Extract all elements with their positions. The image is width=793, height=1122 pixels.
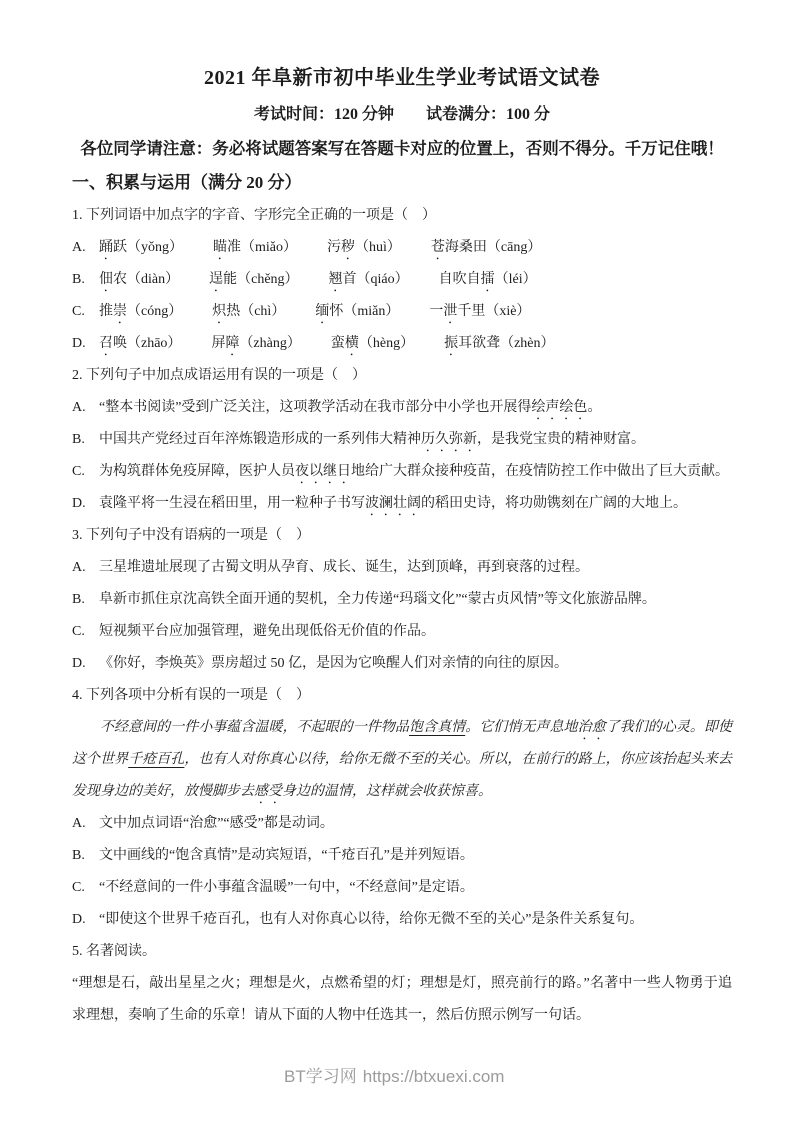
q2-option-b — [72, 424, 732, 456]
q4-option-d — [72, 904, 732, 936]
option-label: A. — [72, 816, 86, 831]
option-label: D. — [72, 656, 86, 671]
option-text: 短视频平台应加强管理，避免出现低俗无价值的作品。 — [99, 624, 435, 639]
q5-passage: “理想是石，敲出星星之火；理想是火，点燃希望的灯；理想是灯，照亮前行的路。”名著中一些人物勇于追求理想，奏响了生命的乐章！请从下面的人物中任选其一，然后仿照示例写一句话。 — [72, 976, 732, 1023]
q1-option-b-items — [99, 264, 732, 296]
page-title: 2021 年阜新市初中毕业生学业考试语文试卷 — [204, 67, 600, 89]
q5-stem: 5. 名著阅读。 — [72, 944, 156, 959]
q4-option-a — [72, 808, 732, 840]
q1-word-item: 推崇（cóng） — [99, 304, 183, 319]
q1-option-a — [72, 232, 732, 264]
option-text: 三星堆遗址展现了古蜀文明从孕育、成长、诞生，达到顶峰，再到衰落的过程。 — [99, 560, 589, 575]
option-text: “整本书阅读”受到广泛关注，这项教学活动在我市部分中小学也开展得绘声绘色。 — [99, 400, 602, 415]
option-label: B. — [72, 848, 85, 863]
q1-option-b — [72, 264, 732, 296]
q4-option-b — [72, 840, 732, 872]
option-label: A. — [72, 560, 86, 575]
footer-site-name: BT学习网 — [284, 1067, 357, 1086]
q1-word-item: 苍海桑田（cāng） — [430, 240, 542, 255]
option-text: 《你好，李焕英》票房超过 50 亿，是因为它唤醒人们对亲情的向往的原因。 — [99, 656, 568, 671]
q2-option-c — [72, 456, 732, 488]
q1-word-item: 炽热（chì） — [212, 304, 286, 319]
option-label: C. — [72, 624, 85, 639]
q1-word-item: 屏障（zhàng） — [211, 336, 301, 351]
q1-option-a-items — [99, 232, 732, 264]
q2-option-a — [72, 392, 732, 424]
option-text: “即使这个世界千疮百孔，也有人对你真心以待，给你无微不至的关心”是条件关系复句。 — [99, 912, 644, 927]
q2-stem: 2. 下列句子中加点成语运用有误的一项是（ ） — [72, 368, 366, 383]
option-text: 文中加点词语“治愈”“感受”都是动词。 — [99, 816, 334, 831]
option-label: C. — [72, 304, 85, 319]
footer-url: https://btxuexi.com — [362, 1067, 505, 1086]
exam-info: 考试时间：120 分钟 试卷满分：100 分 — [253, 106, 550, 123]
q1-word-item: 佃农（diàn） — [99, 272, 180, 287]
option-text: 袁隆平将一生浸在稻田里，用一粒种子书写波澜壮阔的稻田史诗，将功勋镌刻在广阔的大地上。 — [99, 496, 687, 511]
exam-notice: 各位同学请注意：务必将试题答案写在答题卡对应的位置上，否则不得分。千万记住哦！ — [80, 139, 724, 158]
option-label: B. — [72, 592, 85, 607]
q3-option-c — [72, 616, 732, 648]
footer-watermark — [284, 1062, 504, 1087]
q1-word-item: 逞能（chěng） — [209, 272, 299, 287]
q1-option-d-items — [99, 328, 732, 360]
option-label: A. — [72, 400, 86, 415]
q4-stem: 4. 下列各项中分析有误的一项是（ ） — [72, 688, 310, 703]
option-label: C. — [72, 880, 85, 895]
section-heading: 一、积累与运用（满分 20 分） — [72, 173, 302, 192]
option-label: D. — [72, 912, 86, 927]
q1-word-item: 缅怀（miǎn） — [315, 304, 400, 319]
q4-option-c — [72, 872, 732, 904]
option-text: 为构筑群体免疫屏障，医护人员夜以继日地给广大群众接种疫苗，在疫情防控工作中做出了巨大贡献。 — [99, 464, 729, 479]
q1-option-d — [72, 328, 732, 360]
option-text: 中国共产党经过百年淬炼锻造形成的一系列伟大精神历久弥新，是我党宝贵的精神财富。 — [99, 432, 645, 447]
q3-stem: 3. 下列句子中没有语病的一项是（ ） — [72, 528, 310, 543]
q1-word-item: 召唤（zhāo） — [99, 336, 182, 351]
q1-word-item: 踊跃（yǒng） — [99, 240, 183, 255]
q3-option-d — [72, 648, 732, 680]
q4-passage: 不经意间的一件小事蕴含温暖，不起眼的一件物品饱含真情。它们悄无声息地治愈了我们的心灵。即使这个世界千疮百孔，也有人对你真心以待，给你无微不至的关心。所以，在前行的路上，你应该抬起头来去发现身边的美好，放慢脚步去感受身边的温情，这样就会收获惊喜。 — [72, 720, 733, 799]
option-label: B. — [72, 432, 85, 447]
q1-word-item: 振耳欲聋（zhèn） — [444, 336, 555, 351]
option-text: 文中画线的“饱含真情”是动宾短语，“千疮百孔”是并列短语。 — [99, 848, 474, 863]
q1-word-item: 瞄准（miǎo） — [213, 240, 297, 255]
q1-word-item: 一泄千里（xiè） — [429, 304, 531, 319]
q1-option-c — [72, 296, 732, 328]
q3-option-b — [72, 584, 732, 616]
q1-word-item: 污秽（huì） — [327, 240, 401, 255]
q1-word-item: 蛮横（hèng） — [330, 336, 415, 351]
q1-option-c-items — [99, 296, 732, 328]
q2-option-d — [72, 488, 732, 520]
option-label: D. — [72, 496, 86, 511]
option-text: “不经意间的一件小事蕴含温暖”一句中，“不经意间”是定语。 — [99, 880, 474, 895]
option-label: C. — [72, 464, 85, 479]
option-text: 阜新市抓住京沈高铁全面开通的契机，全力传递“玛瑙文化”“蒙古贞风情”等文化旅游品牌。 — [99, 592, 656, 607]
option-label: B. — [72, 272, 85, 287]
q3-option-a — [72, 552, 732, 584]
option-label: A. — [72, 240, 86, 255]
q1-word-item: 翘首（qiáo） — [328, 272, 409, 287]
q1-stem: 1. 下列词语中加点字的字音、字形完全正确的一项是（ ） — [72, 208, 436, 223]
option-label: D. — [72, 336, 86, 351]
q1-word-item: 自吹自擂（léi） — [438, 272, 537, 287]
